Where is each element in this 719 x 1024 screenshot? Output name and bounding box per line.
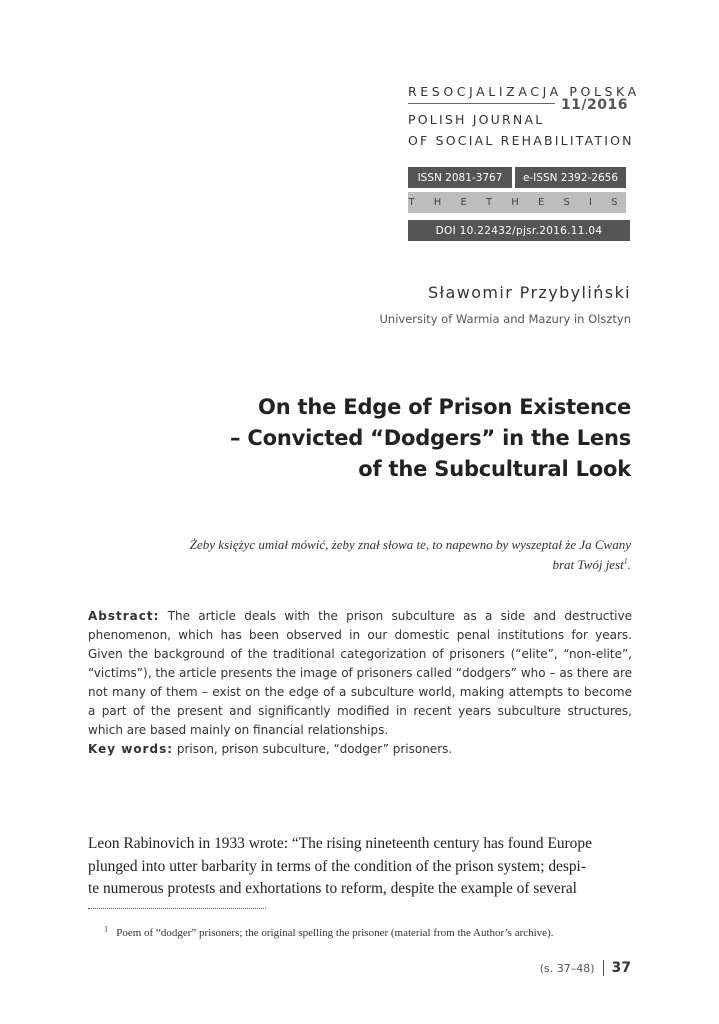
journal-subtitle-line-2: OF SOCIAL REHABILITATION — [408, 133, 634, 148]
journal-subtitle-line-1: POLISH JOURNAL — [408, 112, 545, 127]
doi-badge: DOI 10.22432/pjsr.2016.11.04 — [408, 220, 630, 241]
journal-issue: 11/2016 — [560, 97, 628, 113]
author-name: Sławomir Przybyliński — [428, 283, 631, 302]
issn-badge: ISSN 2081-3767 — [408, 167, 512, 188]
title-line-2: – Convicted “Dodgers” in the Lens — [230, 426, 631, 450]
epigraph-end: . — [627, 557, 631, 572]
footnote — [104, 924, 554, 939]
journal-header — [408, 84, 640, 151]
footnote-text: Poem of “dodger” prisoners; the original spelling the prisoner (material from the Author’s archive). — [116, 927, 554, 939]
journal-subtitle-block — [408, 97, 634, 151]
epigraph-line-2-text: brat Twój jest — [552, 557, 624, 572]
footnote-separator — [88, 908, 266, 909]
epigraph — [111, 535, 631, 575]
footnote-ref[interactable]: 1 — [623, 556, 628, 566]
keywords-text: prison, prison subculture, “dodger” prisoners. — [176, 742, 453, 756]
article-title — [171, 392, 631, 485]
body-text — [88, 833, 632, 901]
body-line-3: te numerous protests and exhortations to reform, despite the example of several — [88, 880, 577, 897]
journal-name: RESOCJALIZACJA POLSKA — [408, 84, 640, 99]
page-number: 37 — [611, 960, 631, 976]
keywords — [88, 740, 632, 759]
abstract-text: The article deals with the prison subculture as a side and destructive phenomenon, which has been observed in our domestic penal institutions for years. Given the background of the traditional categorization of prisoners (“elite”, “non-elite”, “victims”), the article presents the image of prisoners called “dodgers” who – as there are not many of them – exist on the edge of a subculture world, making attempts to become a part of the present and significantly modified in recent years subculture structures, which are based mainly on financial relationships. — [88, 609, 632, 737]
eissn-badge: e-ISSN 2392-2656 — [515, 167, 626, 188]
abstract — [88, 607, 632, 759]
abstract-paragraph — [88, 607, 632, 740]
epigraph-line-1: Żeby księżyc umiał mówić, żeby znał słowa te, to napewno by wyszeptał że Ja Cwany — [189, 537, 631, 552]
body-line-1: Leon Rabinovich in 1933 wrote: “The rising nineteenth century has found Europe — [88, 835, 592, 852]
page-divider — [603, 960, 604, 976]
title-line-3: of the Subcultural Look — [358, 457, 631, 481]
keywords-label: Key words: — [88, 742, 174, 756]
author-affiliation: University of Warmia and Mazury in Olsztyn — [379, 312, 631, 326]
body-line-2: plunged into utter barbarity in terms of the condition of the prison system; despi- — [88, 857, 586, 875]
journal-rule — [408, 103, 555, 104]
page-range: (s. 37–48) — [539, 961, 595, 975]
epigraph-line-2 — [111, 555, 631, 575]
page-footer — [540, 960, 631, 976]
footnote-number: 1 — [104, 924, 108, 934]
abstract-label: Abstract: — [88, 609, 160, 623]
section-badge: T H E T H E S I S — [408, 192, 626, 213]
title-line-1: On the Edge of Prison Existence — [258, 395, 631, 419]
